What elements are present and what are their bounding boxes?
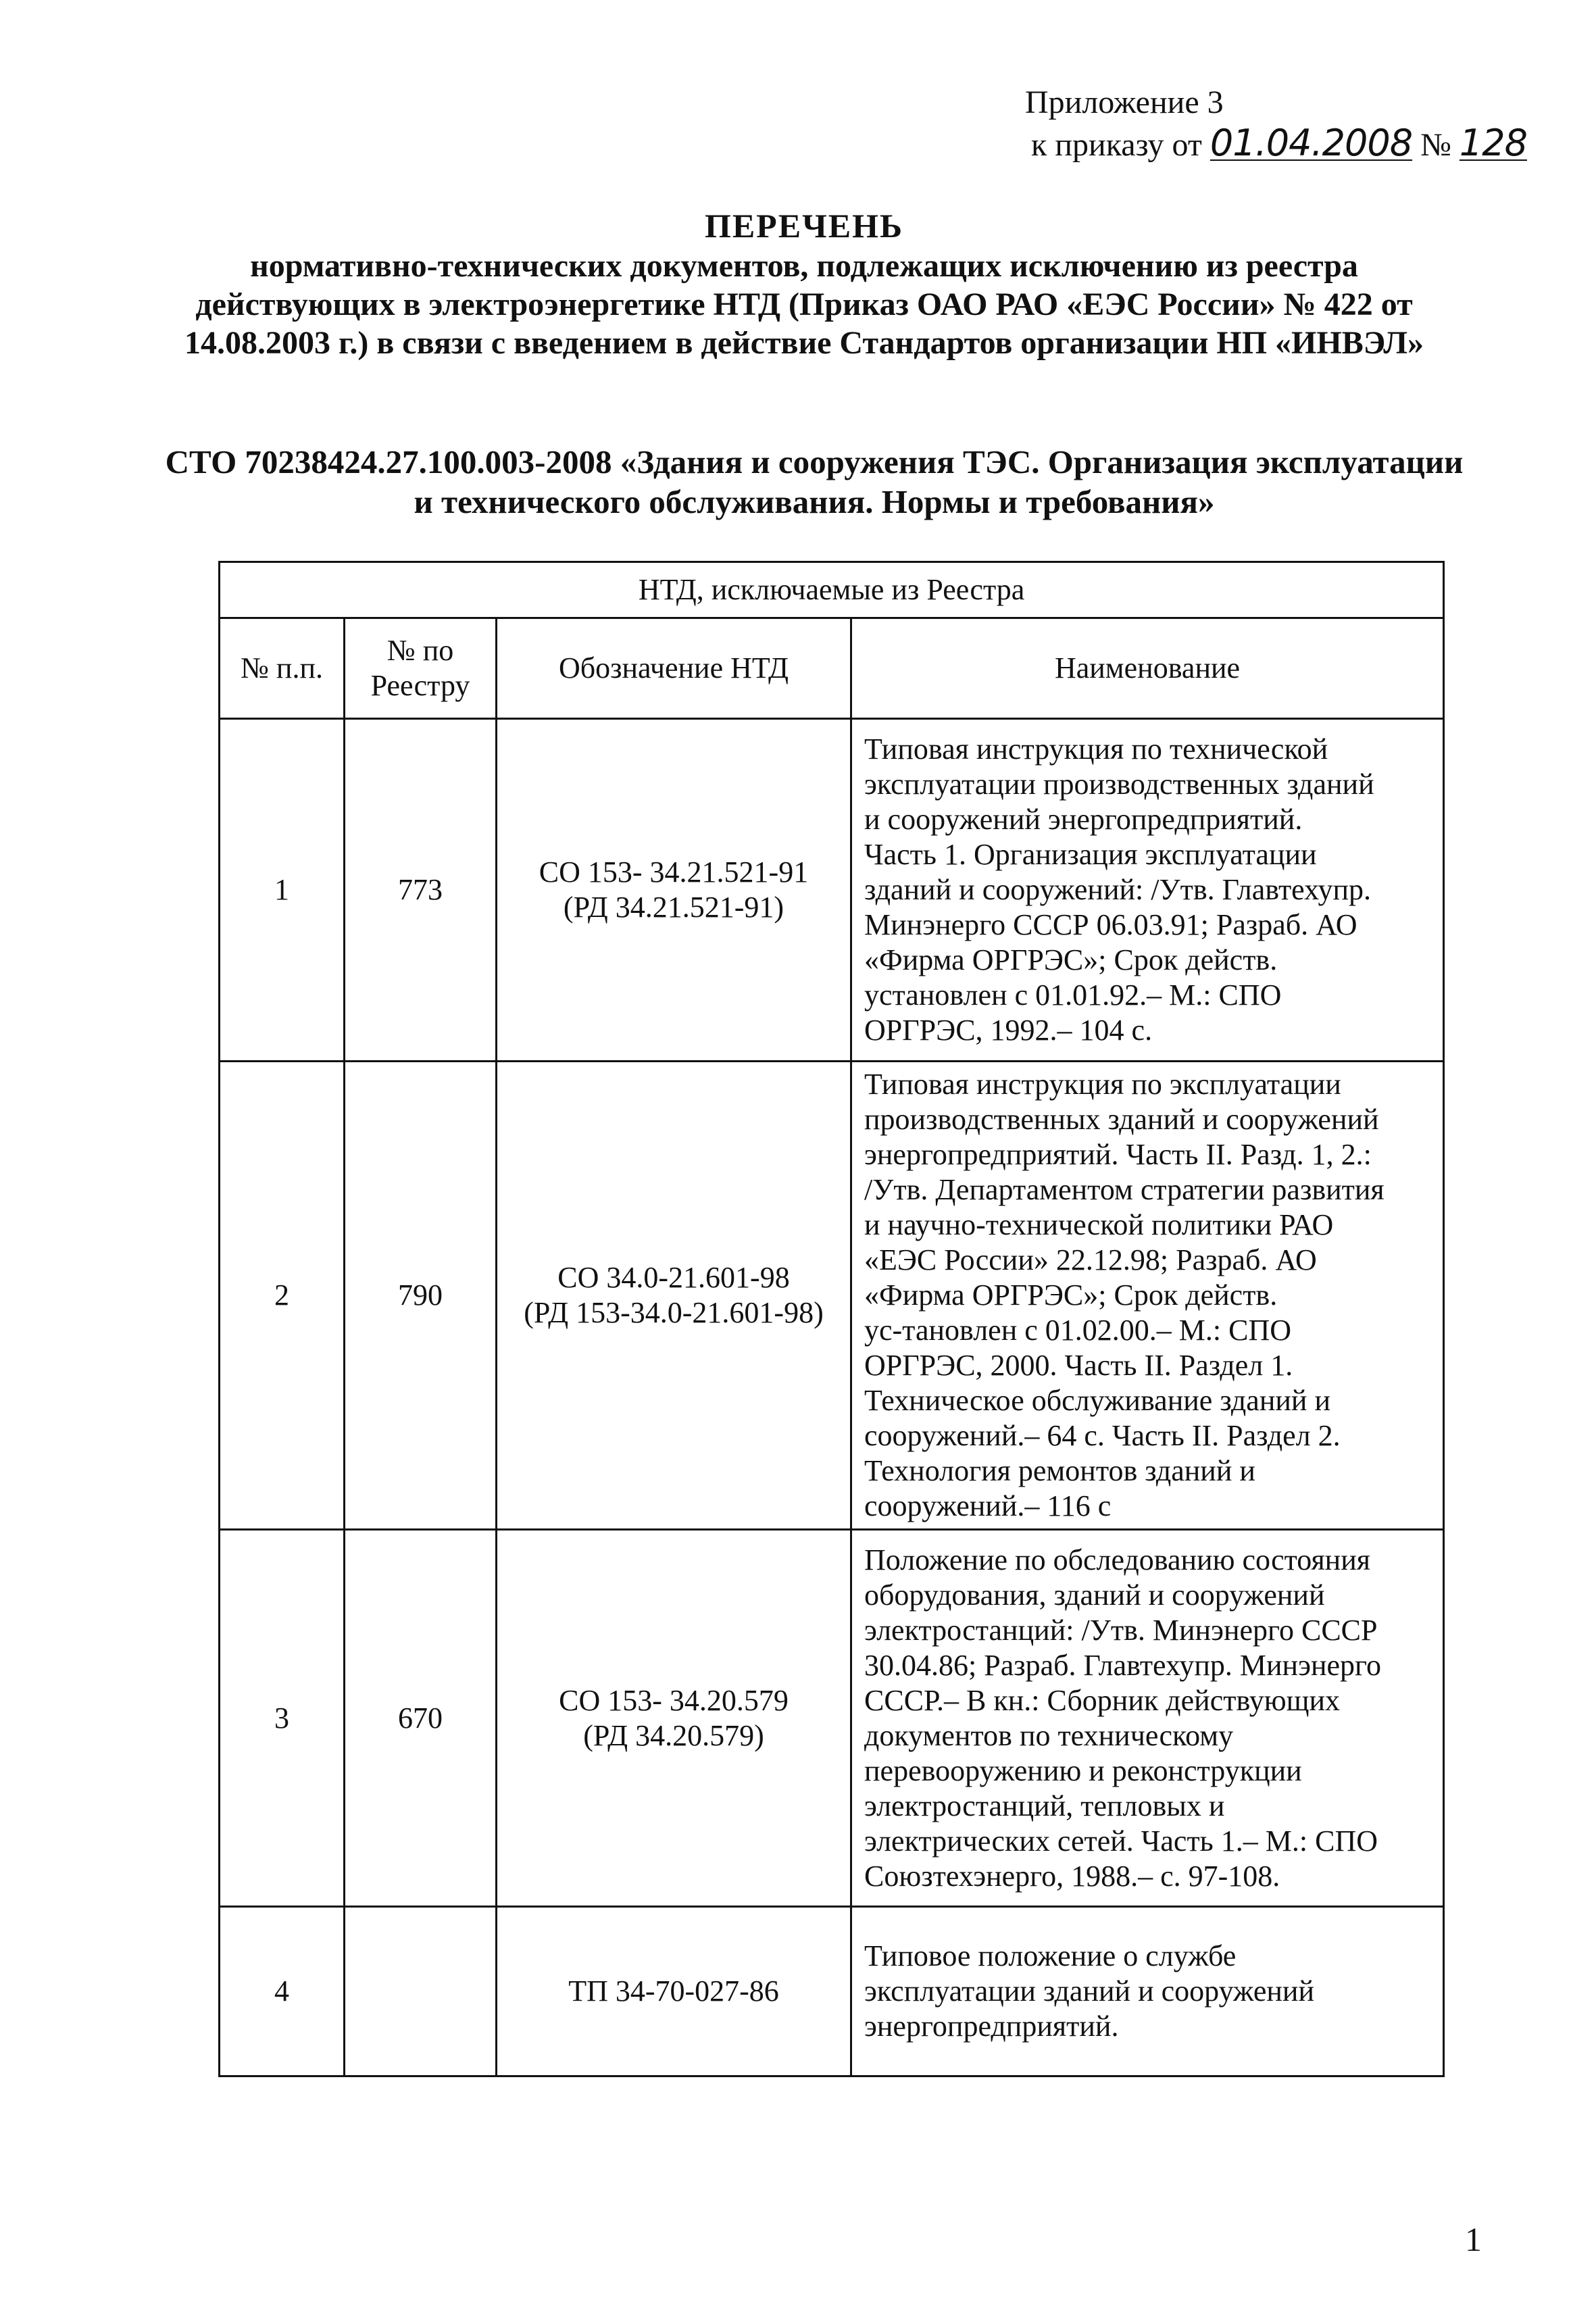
handwritten-order-number: 128: [1459, 122, 1527, 164]
row-name-cell: [851, 1907, 1444, 2076]
name-line: 30.04.86; Разраб. Главтехупр. Минэнерго: [864, 1648, 1381, 1682]
column-header-num: № п.п.: [220, 618, 345, 719]
designation-line: СО 153- 34.21.521-91: [539, 855, 809, 889]
document-title: ПЕРЕЧЕНЬ: [704, 207, 904, 245]
order-number-label: №: [1420, 127, 1451, 163]
row-designation-cell: [497, 1062, 851, 1530]
column-header-registry-line: № по: [386, 634, 454, 667]
name-line: зданий и сооружений: /Утв. Главтехупр.: [864, 873, 1371, 906]
row-num-cell: 3: [220, 1530, 345, 1907]
name-line: Часть 1. Организация эксплуатации: [864, 838, 1317, 871]
row-registry-cell: 773: [345, 719, 497, 1062]
designation-line: (РД 34.20.579): [583, 1718, 764, 1752]
name-line: Техническое обслуживание зданий и: [864, 1384, 1331, 1417]
name-line: Положение по обследованию состояния: [864, 1543, 1371, 1576]
row-registry-cell: 670: [345, 1530, 497, 1907]
name-line: эксплуатации зданий и сооружений: [864, 1974, 1314, 2008]
name-line: Типовая инструкция по технической: [864, 732, 1328, 766]
name-line: электрических сетей. Часть 1.– М.: СПО: [864, 1824, 1378, 1858]
designation-line: ТП 34-70-027-86: [568, 1974, 779, 2008]
table-row: [220, 1907, 1444, 2076]
subtitle-line: действующих в электроэнергетике НТД (Приказ ОАО РАО «ЕЭС России» № 422 от: [195, 287, 1413, 322]
name-line: оборудования, зданий и сооружений: [864, 1578, 1325, 1612]
standard-title-line: СТО 70238424.27.100.003-2008 «Здания и сооружения ТЭС. Организация эксплуатации: [165, 443, 1464, 480]
row-name-cell: [851, 719, 1444, 1062]
name-line: производственных зданий и сооружений: [864, 1103, 1379, 1136]
name-line: документов по техническому: [864, 1718, 1234, 1752]
name-line: СССР.– В кн.: Сборник действующих: [864, 1683, 1341, 1717]
row-registry-cell: [345, 1907, 497, 2076]
name-line: сооружений.– 64 с. Часть II. Раздел 2.: [864, 1419, 1341, 1452]
row-num-cell: 1: [220, 719, 345, 1062]
standard-title-line: и технического обслуживания. Нормы и требования»: [414, 483, 1215, 520]
table-row: [220, 1530, 1444, 1907]
name-line: энергопредприятий.: [864, 2010, 1119, 2043]
designation-line: СО 153- 34.20.579: [559, 1683, 789, 1717]
table-row: [220, 719, 1444, 1062]
row-registry-cell: 790: [345, 1062, 497, 1530]
table-caption: НТД, исключаемые из Реестра: [220, 562, 1444, 618]
document-header: [135, 205, 1473, 362]
column-header-designation: Обозначение НТД: [497, 618, 851, 719]
name-line: электростанций, тепловых и: [864, 1789, 1225, 1822]
handwritten-order-date: 01.04.2008: [1210, 122, 1413, 164]
name-line: энергопредприятий. Часть II. Разд. 1, 2.:: [864, 1138, 1372, 1171]
row-designation-cell: [497, 1907, 851, 2076]
designation-line: СО 34.0-21.601-98: [557, 1261, 790, 1294]
designation-line: (РД 153-34.0-21.601-98): [524, 1296, 824, 1329]
name-line: «Фирма ОРГРЭС»; Срок действ.: [864, 1278, 1278, 1312]
row-designation-cell: [497, 719, 851, 1062]
table-row: [220, 1062, 1444, 1530]
name-line: Союзтехэнерго, 1988.– с. 97-108.: [864, 1859, 1280, 1893]
name-line: перевооружению и реконструкции: [864, 1753, 1302, 1787]
appendix-label: Приложение 3: [1025, 84, 1224, 120]
row-num-cell: 2: [220, 1062, 345, 1530]
name-line: ОРГРЭС, 2000. Часть II. Раздел 1.: [864, 1349, 1293, 1382]
name-line: ОРГРЭС, 1992.– 104 с.: [864, 1014, 1153, 1047]
subtitle-line: нормативно-технических документов, подлежащих исключению из реестра: [250, 248, 1358, 284]
order-reference-line: [1025, 123, 1552, 166]
column-header-registry-line: Реестру: [370, 669, 470, 702]
name-line: установлен с 01.01.92.– М.: СПО: [864, 978, 1282, 1012]
row-designation-cell: [497, 1530, 851, 1907]
name-line: эксплуатации производственных зданий: [864, 768, 1374, 801]
name-line: Типовое положение о службе: [864, 1939, 1237, 1972]
order-prefix: к приказу от: [1031, 127, 1202, 163]
name-line: и научно-технической политики РАО: [864, 1208, 1334, 1241]
name-line: Типовая инструкция по эксплуатации: [864, 1068, 1341, 1101]
standard-title: [142, 442, 1487, 522]
name-line: и сооружений энергопредприятий.: [864, 803, 1303, 836]
name-line: электростанций: /Утв. Минэнерго СССР: [864, 1613, 1378, 1647]
page-number: 1: [1465, 2220, 1482, 2258]
row-name-cell: [851, 1530, 1444, 1907]
appendix-reference: [1025, 82, 1552, 166]
name-line: «ЕЭС России» 22.12.98; Разраб. АО: [864, 1243, 1317, 1276]
name-line: сооружений.– 116 с: [864, 1489, 1112, 1522]
name-line: Минэнерго СССР 06.03.91; Разраб. АО: [864, 908, 1357, 941]
row-num-cell: 4: [220, 1907, 345, 2076]
name-line: /Утв. Департаментом стратегии развития: [864, 1173, 1385, 1206]
subtitle-line: 14.08.2003 г.) в связи с введением в действие Стандартов организации НП «ИНВЭЛ»: [184, 325, 1424, 361]
column-header-name: Наименование: [851, 618, 1444, 719]
row-name-cell: [851, 1062, 1444, 1530]
name-line: «Фирма ОРГРЭС»; Срок действ.: [864, 943, 1278, 976]
ntd-exclusion-table: [218, 561, 1445, 2077]
name-line: ус-тановлен с 01.02.00.– М.: СПО: [864, 1314, 1292, 1347]
name-line: Технология ремонтов зданий и: [864, 1454, 1255, 1487]
column-header-registry: [345, 618, 497, 719]
designation-line: (РД 34.21.521-91): [563, 891, 784, 924]
